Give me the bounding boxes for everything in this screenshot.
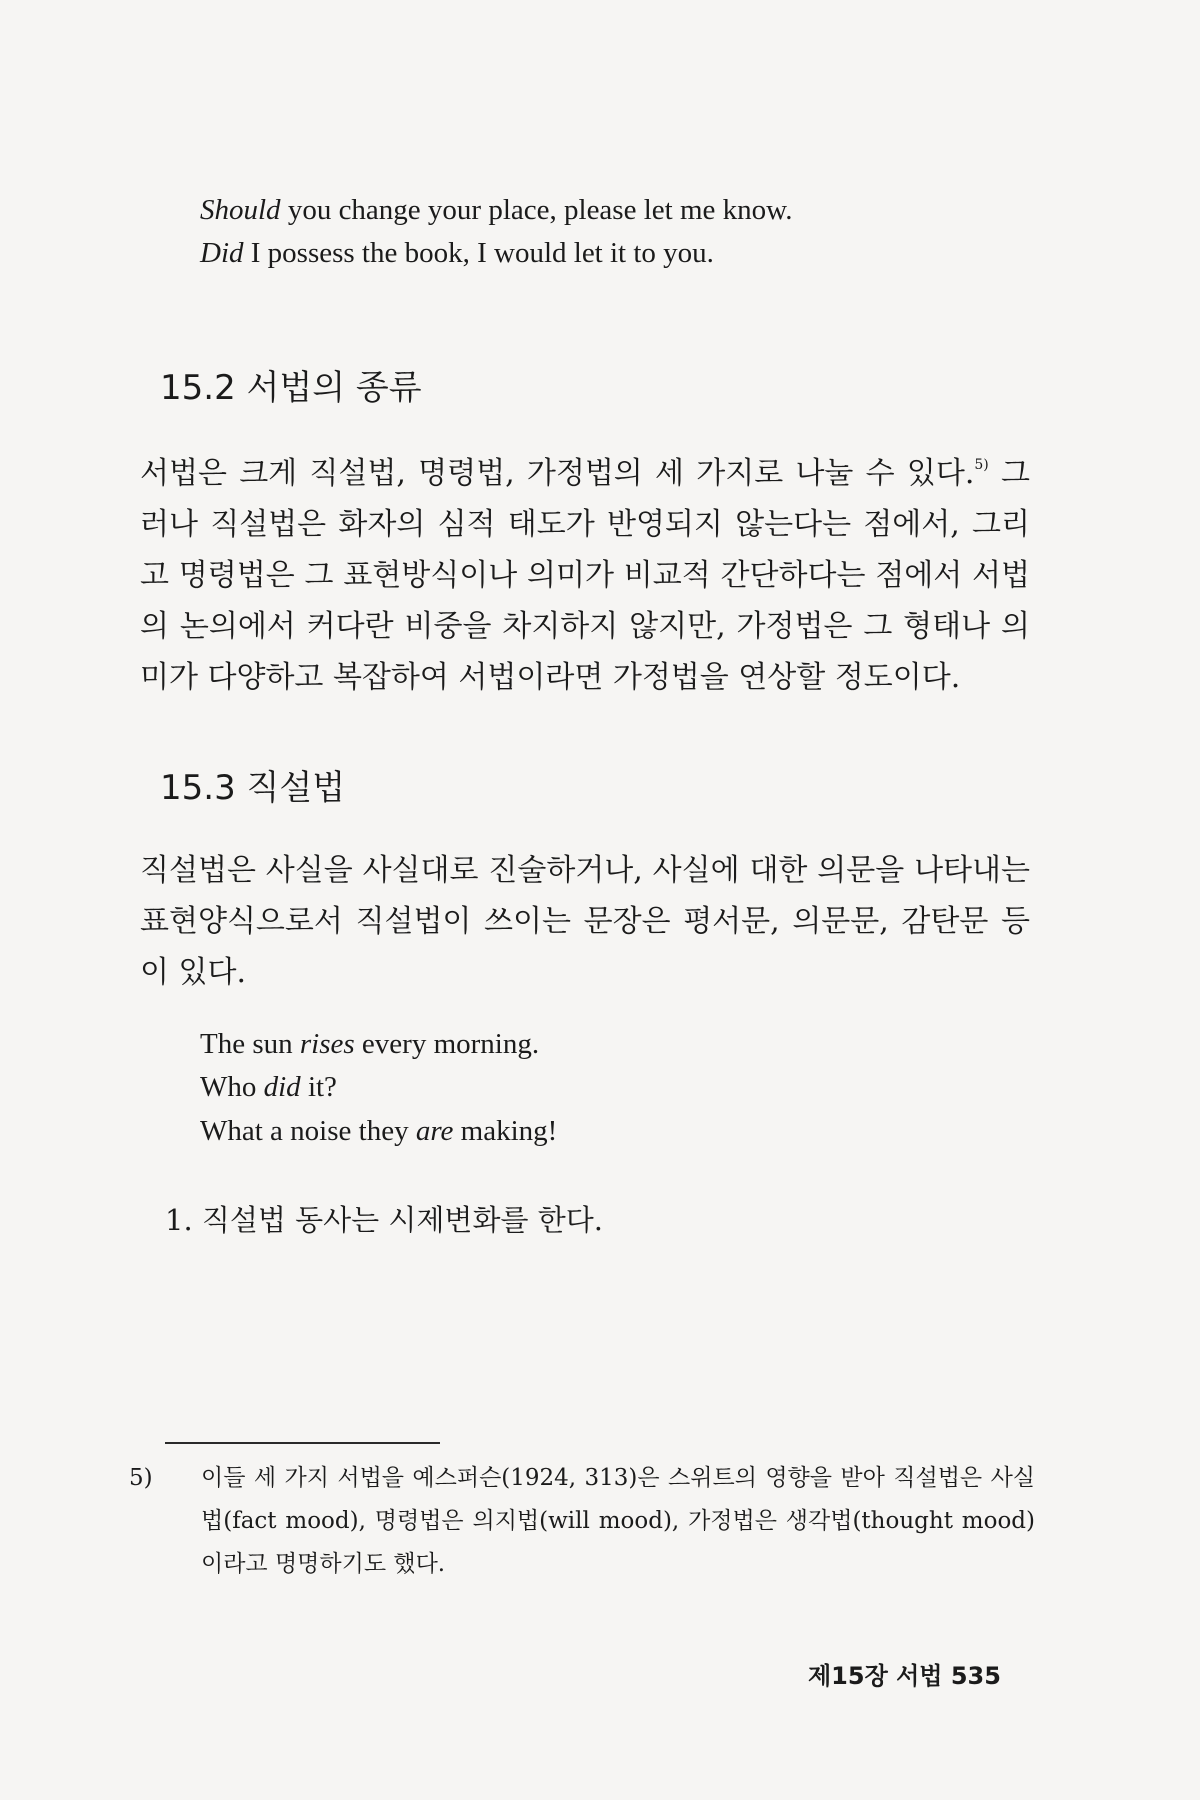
paragraph-text: 그러나 직설법은 화자의 심적 태도가 반영되지 않는다는 점에서, 그리고 명령법은 그 표현방식이나 의미가 비교적 간단하다는 점에서 서법의 논의에서 커다란 비중을 차지하지 않지만, 가정법은 그 형태나 의미가 다양하고 복잡하여 서법이라면 가정법을 연상할 정도이다.	[140, 456, 1030, 695]
example-sentence	[200, 233, 714, 273]
example-text: you change your place, please let me know.	[280, 194, 793, 226]
example-text: The sun	[200, 1028, 300, 1060]
example-italic: rises	[299, 1028, 355, 1060]
section-heading-15-2: 15.2 서법의 종류	[160, 368, 422, 408]
numbered-item: 1. 직설법 동사는 시제변화를 한다.	[165, 1203, 603, 1237]
example-text: every morning.	[354, 1028, 540, 1060]
example-italic: Should	[200, 194, 281, 226]
section-15-2-paragraph	[140, 448, 1030, 703]
example-sentence	[200, 190, 792, 230]
footnote-divider	[165, 1442, 440, 1444]
example-text: making!	[453, 1115, 558, 1147]
example-sentence	[200, 1067, 337, 1107]
footnote-number: 5)	[129, 1465, 153, 1491]
page-folio: 제15장 서법 535	[808, 1662, 1001, 1690]
example-sentence	[200, 1024, 539, 1064]
footnote-reference[interactable]: 5)	[974, 457, 989, 473]
example-italic: are	[415, 1115, 454, 1147]
section-heading-15-3: 15.3 직설법	[160, 768, 346, 808]
footnote	[129, 1457, 1035, 1586]
example-text: What a noise they	[200, 1115, 416, 1147]
example-sentence	[200, 1111, 557, 1151]
example-text: it?	[300, 1071, 337, 1103]
example-italic: did	[263, 1071, 301, 1103]
example-text: I possess the book, I would let it to you.	[243, 237, 714, 269]
section-15-3-paragraph: 직설법은 사실을 사실대로 진술하거나, 사실에 대한 의문을 나타내는 표현양식으로서 직설법이 쓰이는 문장은 평서문, 의문문, 감탄문 등이 있다.	[140, 853, 1030, 990]
footnote-text: 이들 세 가지 서법을 예스퍼슨(1924, 313)은 스위트의 영향을 받아 직설법은 사실법(fact mood), 명령법은 의지법(will mood), 가정법은 생각법(thought mood)이라고 명명하기도 했다.	[201, 1465, 1035, 1577]
paragraph-text: 서법은 크게 직설법, 명령법, 가정법의 세 가지로 나눌 수 있다.	[140, 456, 975, 491]
example-italic: Did	[200, 237, 244, 269]
example-text: Who	[200, 1071, 264, 1103]
